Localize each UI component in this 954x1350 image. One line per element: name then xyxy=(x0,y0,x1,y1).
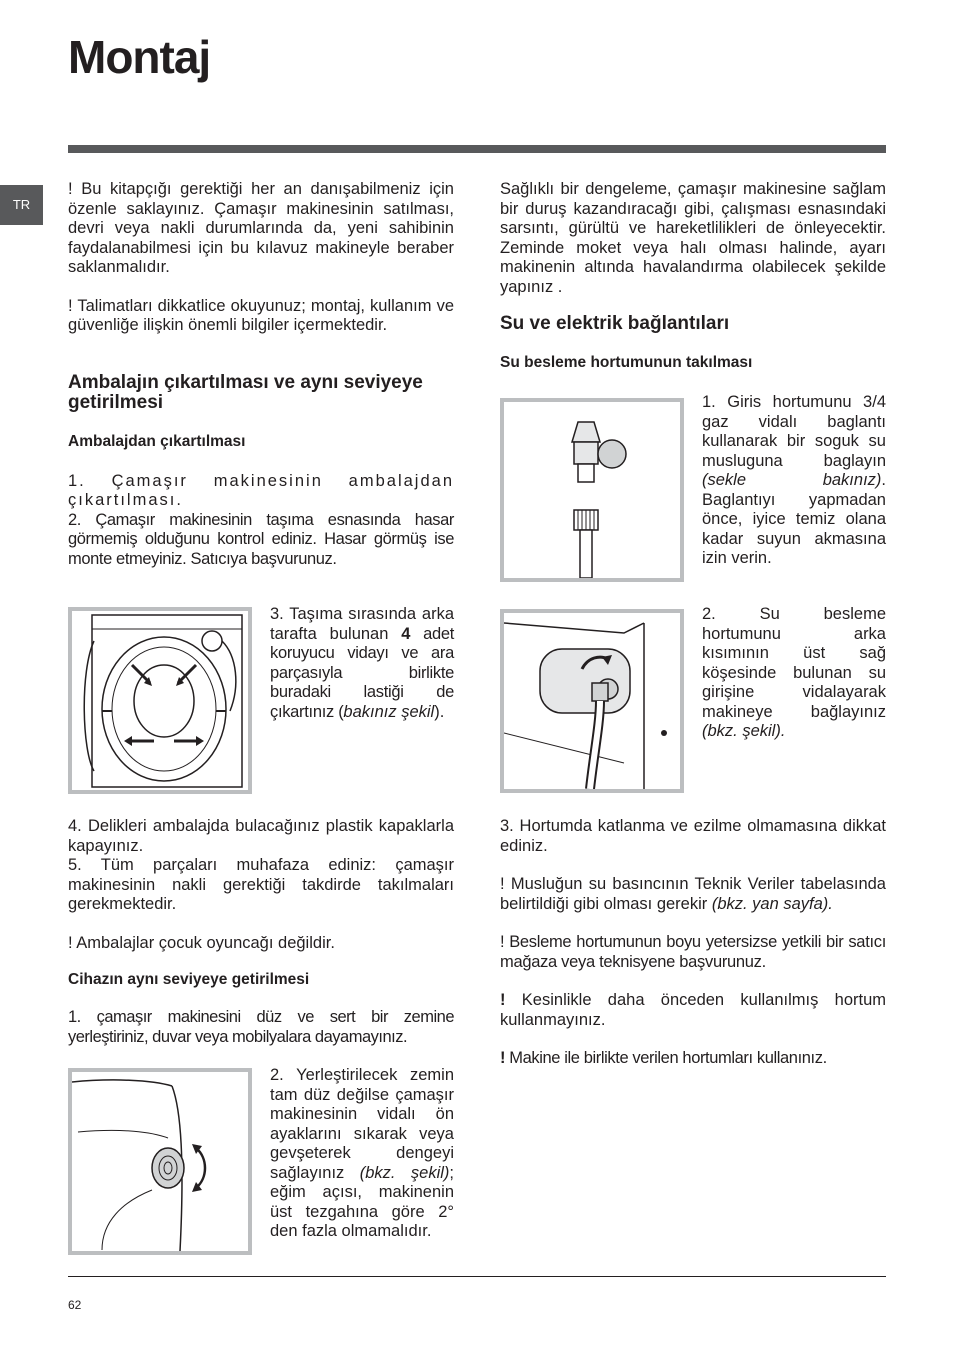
warning-supplied-hose-mark: ! xyxy=(500,1049,506,1067)
level-step-2-text-b: ; eğim açısı, makinenin üst tezgahına göre 2° den fazla olmamalıdır. xyxy=(270,1163,454,1240)
warning-used-hose-text: Kesinlikle daha önceden kullanılmış hortum kullanmayınız. xyxy=(500,991,886,1029)
step-3-count: 4 xyxy=(401,624,411,643)
leveling-foot-figure xyxy=(68,1068,252,1255)
level-step-1: 1. çamaşır makinesini düz ve sert bir zemine yerleştiriniz, duvar veya mobilyalara dayamayınız. xyxy=(68,1008,454,1046)
warning-hose-length: ! Besleme hortumunun boyu yetersizse yetkili bir satıcı mağaza veya teknisyene başvurunuz. xyxy=(500,933,886,971)
language-tab: TR xyxy=(0,185,43,225)
right-column-lower xyxy=(500,817,886,1069)
level-step-2-text-a: 2. Yerleştirilecek zemin tam düz değilse çamaşır makinesinin vidalı ön ayaklarını sıkarak veya gevşeterek dengeyi sağlayınız xyxy=(270,1066,454,1182)
step-3-text-a: 3. Taşıma sırasında arka tarafta bulunan xyxy=(270,605,454,643)
step-5: 5. Tüm parçaları muhafaza ediniz: çamaşır makinesinin nakli gerektiği takdirde takılmaları gerekmektedir. xyxy=(68,856,454,913)
section-heading-connections: Su ve elektrik bağlantıları xyxy=(500,313,730,334)
hose-step-3: 3. Hortumda katlanma ve ezilme olmamasına dikkat ediniz. xyxy=(500,817,886,855)
inlet-illustration xyxy=(504,613,680,789)
level-step-2-ref: (bkz. şekil) xyxy=(359,1163,450,1182)
step-3-ref: bakınız şekil xyxy=(343,702,435,721)
warning-pressure-text: ! Musluğun su basıncının Teknik Veriler tabelasında belirtildiği gibi olması gerekir xyxy=(500,875,886,913)
hose-step-1 xyxy=(702,393,886,569)
subheading-level: Cihazın aynı seviyeye getirilmesi xyxy=(68,971,310,988)
leveling-foot-illustration xyxy=(72,1072,248,1251)
tap-illustration xyxy=(504,402,680,578)
inlet-connection-figure xyxy=(500,609,684,793)
leveling-paragraph: Sağlıklı bir dengeleme, çamaşır makinesine sağlam bir duruş kazandıracağı gibi, çalışması esnasındaki sarsıntı, gürültü ve hareketlilikleri de önleyecektir. Zeminde moket veya halı olması halinde, ayarı makinenin altında havalandırma olabilecek şekilde yapınız . xyxy=(500,180,886,296)
subheading-hose: Su besleme hortumunun takılması xyxy=(500,354,753,371)
step-1: 1. Çamaşır makinesinin ambalajdan çıkartılması. xyxy=(68,471,454,509)
step-2: 2. Çamaşır makinesinin taşıma esnasında hasar görmemiş olduğunu kontrol ediniz. Hasar görmüş ise monte etmeyiniz. Satıcıya başvurunuz. xyxy=(68,510,454,568)
step-3 xyxy=(270,605,454,722)
step-4: 4. Delikleri ambalajda bulacağınız plastik kapaklarla kapayınız. xyxy=(68,817,454,855)
machine-back-illustration xyxy=(72,611,248,790)
hose-step-2-ref: (bkz. şekil). xyxy=(702,722,786,740)
right-column xyxy=(500,180,886,372)
subheading-unpack: Ambalajdan çıkartılması xyxy=(68,432,246,450)
tap-connection-figure xyxy=(500,398,684,582)
warning-supplied-hose xyxy=(500,1049,886,1069)
footer-rule xyxy=(68,1276,886,1277)
step-3-text-c: ). xyxy=(434,702,445,721)
warning-used-hose-mark: ! xyxy=(500,991,506,1009)
left-column xyxy=(68,180,454,569)
transport-screws-figure xyxy=(68,607,252,794)
section-heading-unpack-level: Ambalajın çıkartılması ve aynı seviyeye getirilmesi xyxy=(68,371,423,413)
page-title: Montaj xyxy=(68,31,211,83)
warning-pressure xyxy=(500,875,886,914)
hose-step-1-ref: (sekle bakınız) xyxy=(702,471,882,489)
hose-step-2-text-a: 2. Su besleme hortumunu arka kısımının üst sağ köşesinde bulunan su girişine vidalayarak makineye bağlayınız xyxy=(702,605,886,721)
step-3-text-b: adet koruyucu vidayı ve ara parçasıyla birlikte buradaki lastiği de çıkartınız ( xyxy=(270,624,454,721)
left-column-lower xyxy=(68,817,454,1047)
page-number: 62 xyxy=(68,1298,82,1312)
hose-step-1-text-a: 1. Giris hortumunu 3/4 gaz vidalı baglantı kullanarak bir soguk su musluguna baglayın xyxy=(702,393,886,470)
warning-used-hose xyxy=(500,991,886,1030)
level-step-2 xyxy=(270,1066,454,1242)
hose-step-1-text-b: . Baglantıyı yapmadan önce, iyice temiz olana kadar suyun akmasına izin verin. xyxy=(702,471,886,567)
warning-pressure-ref: (bkz. yan sayfa). xyxy=(711,894,833,913)
hose-step-2 xyxy=(702,605,886,742)
warning-toys: ! Ambalajlar çocuk oyuncağı değildir. xyxy=(68,933,335,952)
header-rule xyxy=(68,145,886,153)
warning-supplied-hose-text: Makine ile birlikte verilen hortumları kullanınız. xyxy=(505,1049,827,1067)
intro-paragraph-1: ! Bu kitapçığı gerektiği her an danışabilmeniz için özenle saklayınız. Çamaşır makinesinin satılması, devri veya nakli durumlarında da, yeni sahibinin faydalanabilmesi için bu kılavuz makineyle beraber saklanmalıdır. xyxy=(68,180,454,276)
intro-paragraph-2: ! Talimatları dikkatlice okuyunuz; montaj, kullanım ve güvenliğe ilişkin önemli bilgiler içermektedir. xyxy=(68,296,454,334)
